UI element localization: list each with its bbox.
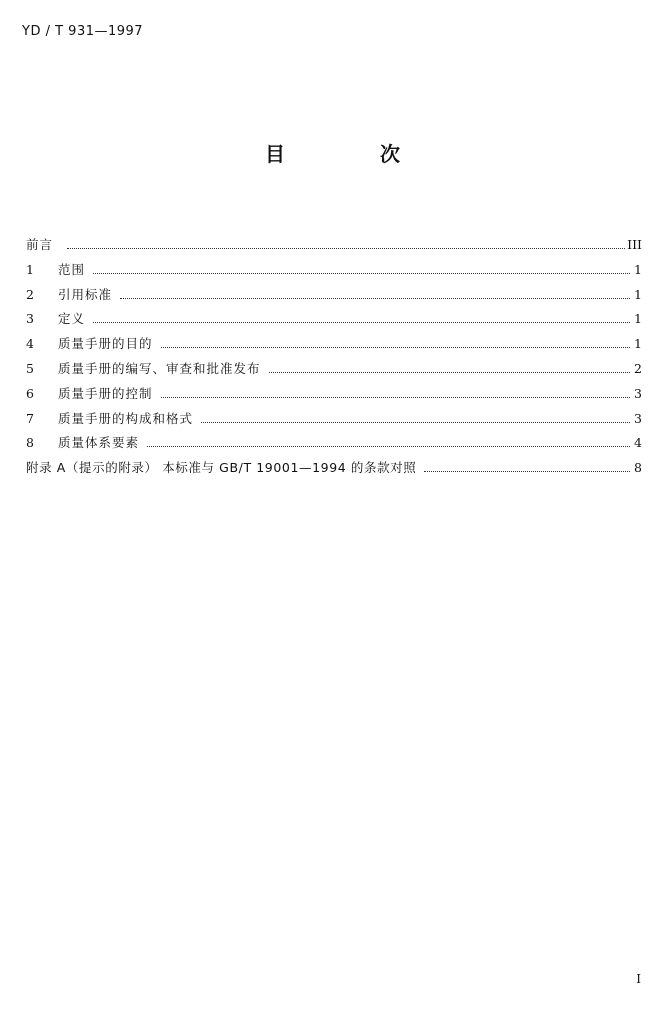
dot-leader xyxy=(424,471,630,472)
toc-entry-page: 2 xyxy=(634,360,642,376)
dot-leader xyxy=(161,397,630,398)
toc-entry-page: III xyxy=(627,237,642,252)
toc-entry-title: 质量手册的编写、审查和批准发布 xyxy=(58,360,261,376)
dot-leader xyxy=(269,372,630,373)
toc-entry-appendix-a[interactable] xyxy=(26,459,642,484)
toc-entry-title: 附录 A（提示的附录） 本标准与 GB/T 19001—1994 的条款对照 xyxy=(26,460,417,476)
dot-leader xyxy=(93,322,630,323)
toc-entry-title: 质量体系要素 xyxy=(58,435,140,451)
toc-entry-number: 6 xyxy=(26,385,34,401)
toc-entry-8[interactable] xyxy=(26,434,642,459)
toc-entry-number: 2 xyxy=(26,286,34,302)
dot-leader xyxy=(161,347,630,348)
toc-entry-page: 1 xyxy=(634,261,642,277)
toc-entry-2[interactable] xyxy=(26,286,642,311)
toc-entry-5[interactable] xyxy=(26,360,642,385)
toc-entry-1[interactable] xyxy=(26,261,642,286)
dot-leader xyxy=(201,422,630,423)
toc-entry-page: 3 xyxy=(634,385,642,401)
document-id: YD / T 931—1997 xyxy=(22,24,144,39)
toc-entry-foreword[interactable] xyxy=(26,236,642,261)
toc-entry-title: 引用标准 xyxy=(58,286,113,302)
toc-entry-number: 7 xyxy=(26,410,34,426)
dot-leader xyxy=(147,446,630,447)
dot-leader xyxy=(93,273,630,274)
toc-entry-number: 8 xyxy=(26,435,34,451)
toc-title: 目 次 xyxy=(265,142,444,166)
toc-entry-title: 前言 xyxy=(26,237,54,252)
toc-entry-title: 质量手册的构成和格式 xyxy=(58,410,194,426)
dot-leader xyxy=(67,248,625,249)
toc-entry-6[interactable] xyxy=(26,385,642,410)
toc-entry-number: 5 xyxy=(26,360,34,376)
dot-leader xyxy=(120,298,630,299)
toc-entry-number: 1 xyxy=(26,261,34,277)
table-of-contents xyxy=(26,236,642,484)
toc-entry-title: 范围 xyxy=(58,261,86,277)
toc-entry-number: 4 xyxy=(26,336,34,352)
toc-entry-page: 3 xyxy=(634,410,642,426)
page-number: I xyxy=(636,972,641,986)
toc-entry-title: 质量手册的目的 xyxy=(58,336,153,352)
toc-entry-7[interactable] xyxy=(26,410,642,435)
toc-entry-page: 1 xyxy=(634,286,642,302)
toc-entry-page: 1 xyxy=(634,311,642,327)
toc-entry-title: 质量手册的控制 xyxy=(58,385,153,401)
toc-entry-3[interactable] xyxy=(26,310,642,335)
toc-entry-page: 8 xyxy=(634,460,642,476)
toc-entry-page: 1 xyxy=(634,336,642,352)
toc-entry-4[interactable] xyxy=(26,335,642,360)
toc-entry-number: 3 xyxy=(26,311,34,327)
toc-entry-page: 4 xyxy=(634,435,642,451)
toc-entry-title: 定义 xyxy=(58,311,86,327)
